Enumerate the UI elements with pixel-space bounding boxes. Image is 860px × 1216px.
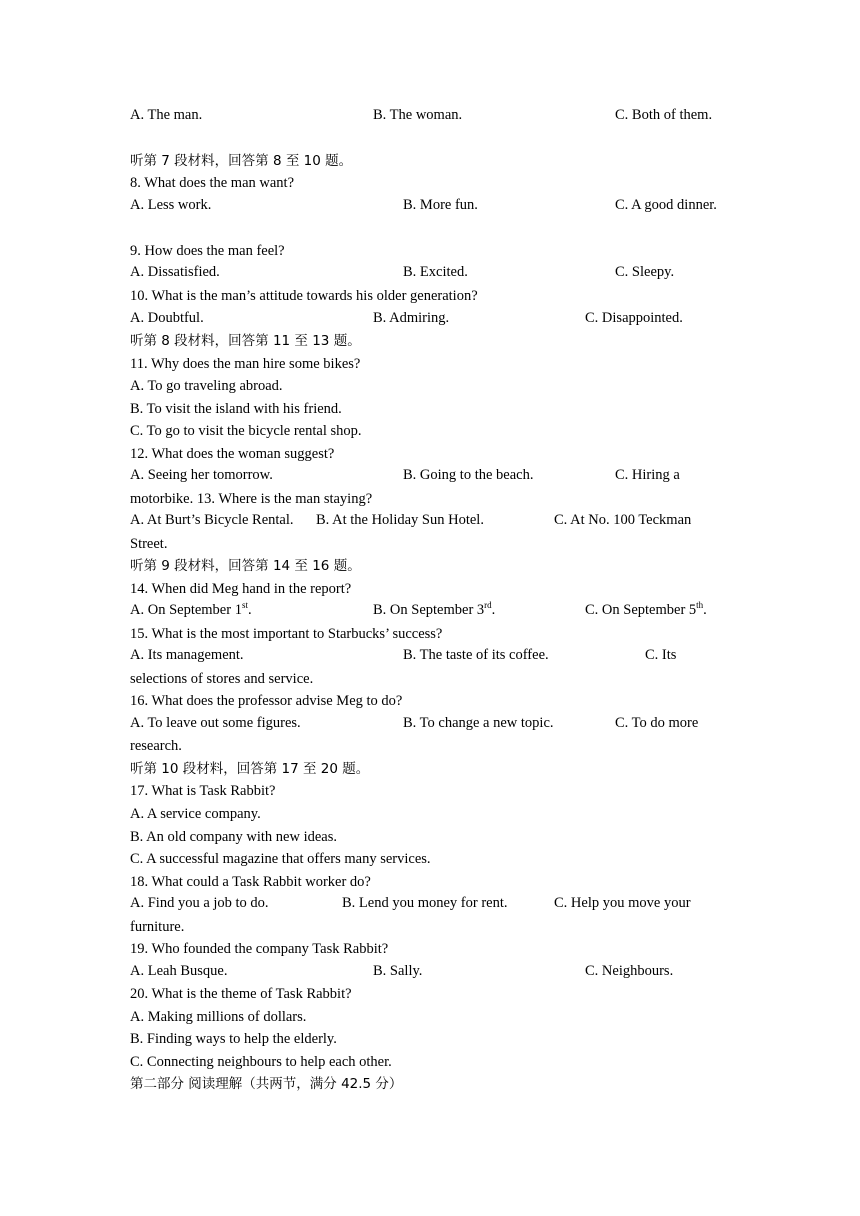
question-9: 9. How does the man feel? [130, 243, 285, 259]
option-a: A. Making millions of dollars. [130, 1009, 307, 1025]
question-15: 15. What is the most important to Starbucks’ success? [130, 626, 443, 642]
question-10: 10. What is the man’s attitude towards his older generation? [130, 288, 478, 304]
option-a: A. To leave out some figures. [130, 715, 301, 731]
option-a: A. On September 1st. [130, 600, 252, 618]
option-b: B. To visit the island with his friend. [130, 401, 342, 417]
option-c-continued: Street. [130, 536, 168, 552]
option-a: A. To go traveling abroad. [130, 378, 283, 394]
option-c: C. Disappointed. [585, 310, 683, 326]
option-b: B. To change a new topic. [403, 715, 554, 731]
question-8: 8. What does the man want? [130, 175, 295, 191]
option-b: B. An old company with new ideas. [130, 829, 338, 845]
option-b: B. The woman. [373, 107, 463, 123]
option-a: A. Doubtful. [130, 310, 204, 326]
option-a: A. At Burt’s Bicycle Rental. [130, 512, 294, 528]
option-a: A. A service company. [130, 806, 261, 822]
option-c: C. A successful magazine that offers many services. [130, 851, 431, 867]
option-b: B. Going to the beach. [403, 467, 534, 483]
option-c: C. Neighbours. [585, 963, 674, 979]
option-a: A. Find you a job to do. [130, 895, 269, 911]
option-c: C. Help you move your [554, 895, 691, 911]
part-two-heading: 第二部分 阅读理解（共两节，满分 42.5 分） [130, 1076, 403, 1092]
option-c: C. Connecting neighbours to help each other. [130, 1054, 392, 1070]
option-c-continued: research. [130, 738, 182, 754]
option-c: C. To go to visit the bicycle rental shop. [130, 423, 362, 439]
option-b: B. Excited. [403, 264, 468, 280]
option-b: B. On September 3rd. [373, 600, 496, 618]
option-b: B. Lend you money for rent. [342, 895, 508, 911]
question-18: 18. What could a Task Rabbit worker do? [130, 874, 371, 890]
option-a: A. The man. [130, 107, 203, 123]
question-16: 16. What does the professor advise Meg to do? [130, 693, 403, 709]
option-c: C. Sleepy. [615, 264, 675, 280]
option-c: C. On September 5th. [585, 600, 707, 618]
option-a: A. Seeing her tomorrow. [130, 467, 273, 483]
option-b: B. Admiring. [373, 310, 450, 326]
option-a: A. Less work. [130, 197, 212, 213]
option-b: B. At the Holiday Sun Hotel. [316, 512, 484, 528]
option-c-continued: furniture. [130, 919, 185, 935]
question-11: 11. Why does the man hire some bikes? [130, 356, 361, 372]
question-20: 20. What is the theme of Task Rabbit? [130, 986, 352, 1002]
option-a: A. Its management. [130, 647, 244, 663]
option-c: C. To do more [615, 715, 699, 731]
option-c: C. Its [645, 647, 677, 663]
section-heading-7: 听第 7 段材料，回答第 8 至 10 题。 [130, 153, 353, 169]
option-c-continued: selections of stores and service. [130, 671, 314, 687]
option-c: C. Hiring a [615, 467, 680, 483]
option-c: C. At No. 100 Teckman [554, 512, 692, 528]
option-a: A. Dissatisfied. [130, 264, 220, 280]
option-b: B. Finding ways to help the elderly. [130, 1031, 337, 1047]
option-b: B. The taste of its coffee. [403, 647, 549, 663]
question-14: 14. When did Meg hand in the report? [130, 581, 352, 597]
option-b: B. Sally. [373, 963, 423, 979]
question-17: 17. What is Task Rabbit? [130, 783, 276, 799]
option-c-continued: motorbike. 13. Where is the man staying? [130, 491, 373, 507]
section-heading-10: 听第 10 段材料，回答第 17 至 20 题。 [130, 761, 370, 777]
section-heading-9: 听第 9 段材料，回答第 14 至 16 题。 [130, 558, 361, 574]
option-a: A. Leah Busque. [130, 963, 228, 979]
option-c: C. A good dinner. [615, 197, 717, 213]
question-19: 19. Who founded the company Task Rabbit? [130, 941, 389, 957]
question-12: 12. What does the woman suggest? [130, 446, 335, 462]
section-heading-8: 听第 8 段材料，回答第 11 至 13 题。 [130, 333, 361, 349]
option-c: C. Both of them. [615, 107, 713, 123]
option-b: B. More fun. [403, 197, 478, 213]
